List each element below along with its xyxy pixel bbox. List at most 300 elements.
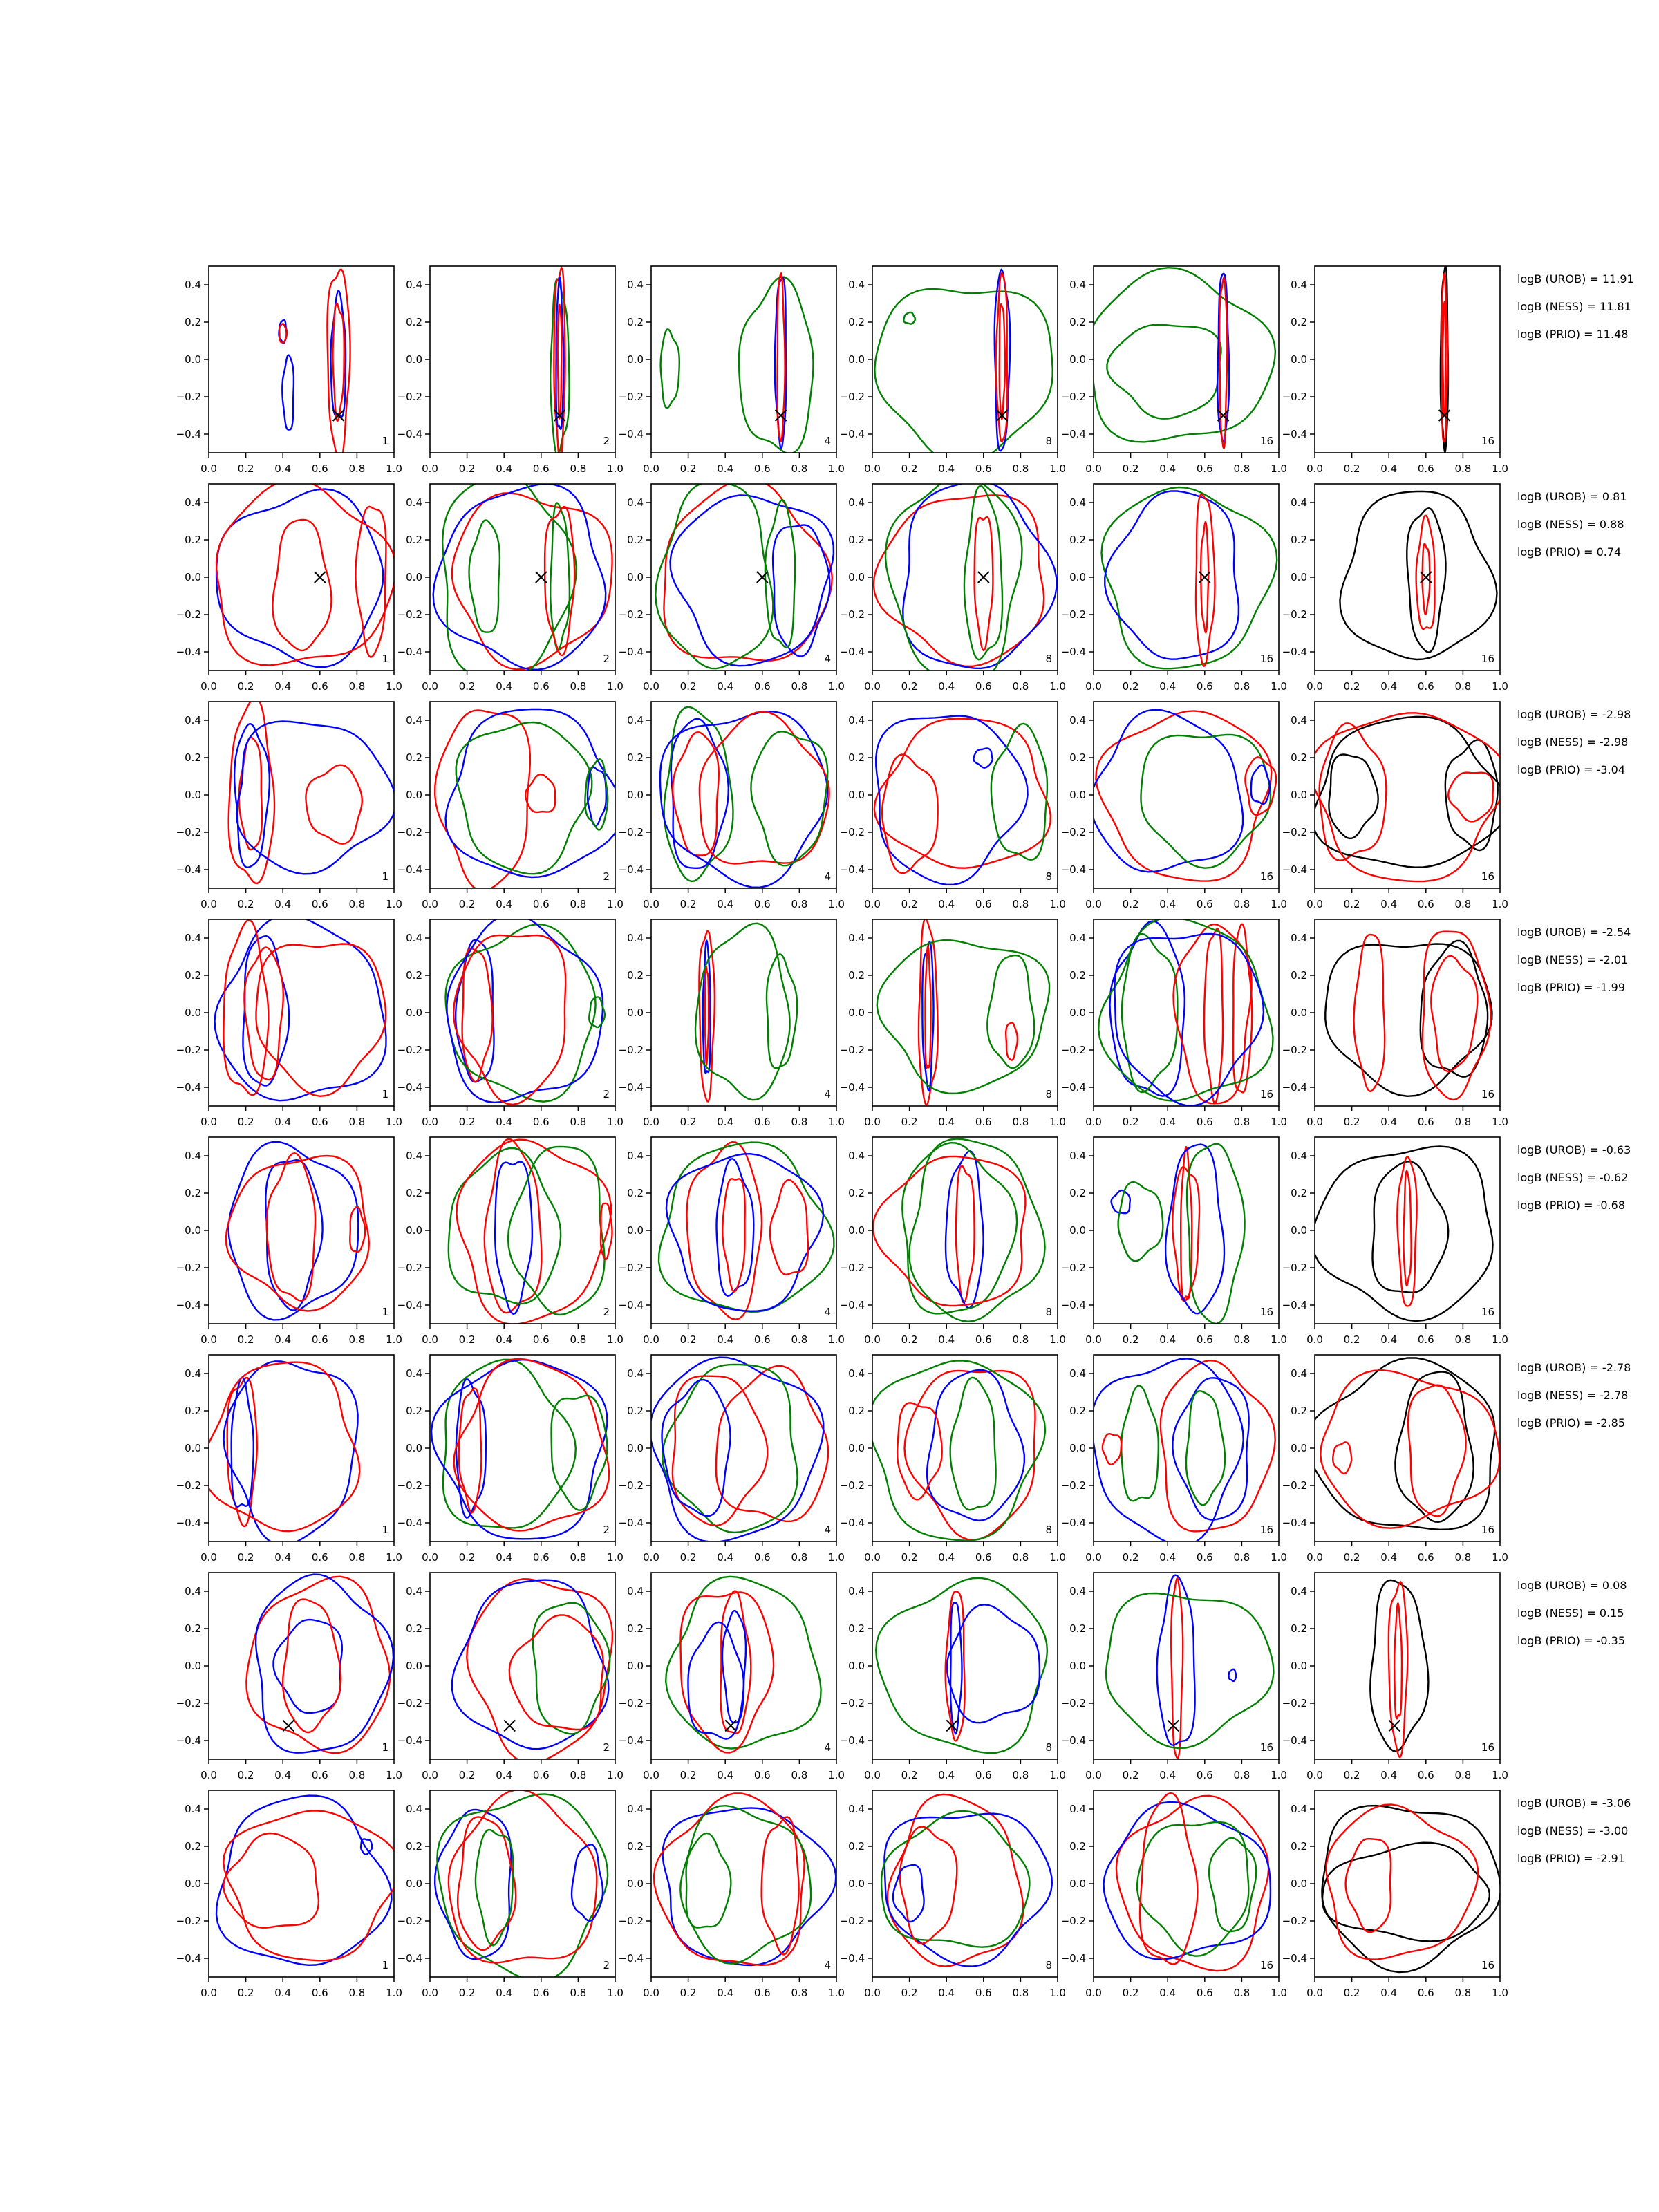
x-tick-label: 0.0: [200, 680, 217, 693]
contour-line-r: [874, 719, 1051, 868]
x-tick-label: 0.4: [1380, 1551, 1398, 1564]
contour-line-b: [922, 942, 933, 1091]
y-tick-label: 0.0: [1291, 1660, 1307, 1672]
y-tick-label: 0.2: [848, 1405, 865, 1417]
x-tick-label: 0.4: [1380, 1987, 1398, 1999]
x-tick-label: 0.4: [938, 462, 955, 475]
x-tick-label: 0.8: [791, 1333, 808, 1346]
y-tick-label: 0.4: [1069, 496, 1086, 509]
contour-lines: [1112, 1144, 1245, 1324]
x-tick-label: 1.0: [1492, 898, 1508, 910]
y-tick-label: −0.4: [1060, 1299, 1086, 1311]
contour-line-g: [655, 482, 773, 668]
x-tick-label: 0.0: [422, 680, 438, 693]
x-tick-label: 1.0: [1492, 1551, 1508, 1564]
contour-lines: [431, 1359, 609, 1539]
x-tick-label: 1.0: [1492, 1333, 1508, 1346]
y-tick-label: −0.4: [839, 1517, 865, 1529]
x-tick-label: 0.2: [901, 1333, 918, 1346]
contour-lines: [216, 1796, 400, 1965]
x-tick-label: 0.8: [1012, 1551, 1029, 1564]
y-tick-label: 0.4: [848, 279, 865, 291]
panel-label: 1: [382, 1741, 388, 1754]
panel-r2-c2: [397, 472, 624, 693]
panel-r6-c1: [176, 1355, 402, 1564]
y-tick-label: −0.4: [397, 1517, 422, 1529]
x-tick-label: 1.0: [386, 1769, 402, 1781]
y-tick-label: −0.4: [1060, 863, 1086, 876]
contour-line-g: [964, 486, 1002, 659]
x-tick-label: 0.4: [717, 1987, 734, 1999]
y-tick-label: −0.2: [1282, 1479, 1307, 1492]
y-tick-label: −0.2: [839, 826, 865, 838]
x-tick-label: 0.2: [458, 1987, 476, 1999]
logb-annotation: logB (PRIO) = 0.74: [1517, 545, 1622, 559]
contour-line-g: [449, 1148, 561, 1304]
contour-line-g: [1118, 1182, 1163, 1261]
x-tick-label: 0.6: [532, 462, 550, 475]
contour-line-r: [226, 1156, 369, 1311]
y-tick-label: 0.2: [627, 1622, 644, 1635]
x-tick-label: 0.8: [791, 898, 808, 910]
panel-r5-c6: [1282, 1137, 1508, 1346]
contour-lines: [1311, 713, 1508, 881]
x-tick-label: 0.2: [679, 898, 697, 910]
contour-line-b: [662, 1380, 731, 1516]
x-tick-label: 0.8: [1233, 1116, 1250, 1128]
x-tick-label: 0.2: [237, 680, 254, 693]
y-tick-label: −0.2: [1282, 1697, 1307, 1709]
axes-frame: [872, 1355, 1058, 1541]
x-tick-label: 0.4: [1380, 1116, 1398, 1128]
y-tick-label: −0.2: [1060, 391, 1086, 403]
x-tick-label: 0.2: [901, 1769, 918, 1781]
panel-label: 16: [1481, 1306, 1494, 1318]
x-tick-label: 1.0: [607, 1333, 624, 1346]
contour-lines: [877, 919, 1049, 1105]
x-tick-label: 0.6: [532, 1769, 550, 1781]
x-tick-label: 1.0: [1049, 1987, 1066, 1999]
x-tick-label: 1.0: [607, 1987, 624, 1999]
y-tick-label: −0.2: [176, 391, 201, 403]
contour-line-g: [456, 722, 592, 874]
contour-line-b: [946, 1151, 984, 1308]
y-tick-label: 0.4: [848, 932, 865, 944]
y-tick-label: 0.0: [848, 789, 865, 801]
y-tick-label: 0.0: [406, 1006, 422, 1019]
panel-r3-c2: [397, 702, 624, 910]
y-tick-label: 0.4: [627, 279, 644, 291]
panel-label: 2: [603, 1741, 610, 1754]
contour-line-b: [495, 1162, 532, 1314]
axes-frame: [430, 919, 615, 1106]
y-tick-label: 0.0: [1069, 571, 1086, 583]
panel-label: 1: [382, 1306, 388, 1318]
contour-line-r: [1333, 1443, 1351, 1474]
panel-label: 16: [1259, 1959, 1273, 1971]
y-tick-label: −0.4: [176, 646, 201, 658]
logb-annotation: logB (UROB) = -2.78: [1517, 1361, 1631, 1374]
contour-line-r: [454, 1359, 609, 1531]
contour-lines: [1306, 1358, 1499, 1530]
axes-frame: [872, 919, 1058, 1106]
contour-line-r: [1408, 1385, 1466, 1517]
panel-label: 1: [382, 1524, 388, 1536]
panel-r7-c1: [176, 1573, 402, 1781]
x-tick-label: 0.6: [532, 898, 550, 910]
y-tick-label: 0.2: [848, 969, 865, 982]
y-tick-label: −0.2: [839, 1915, 865, 1927]
contour-line-b: [950, 1603, 962, 1734]
y-tick-label: −0.2: [618, 826, 644, 838]
panel-label: 8: [1045, 1306, 1052, 1318]
y-tick-label: 0.2: [1291, 1405, 1307, 1417]
x-tick-label: 0.0: [200, 1333, 217, 1346]
x-tick-label: 1.0: [386, 462, 402, 475]
x-tick-label: 0.2: [1343, 1116, 1360, 1128]
x-tick-label: 0.2: [458, 1116, 476, 1128]
contour-line-r: [525, 774, 555, 812]
y-tick-label: 0.2: [1291, 534, 1307, 546]
axes-frame: [209, 266, 394, 453]
y-tick-label: 0.0: [627, 353, 644, 366]
x-tick-label: 0.6: [1196, 680, 1213, 693]
y-tick-label: 0.4: [1291, 714, 1307, 727]
y-tick-label: 0.2: [185, 1187, 201, 1199]
y-tick-label: 0.2: [185, 1405, 201, 1417]
y-tick-label: 0.2: [406, 1405, 422, 1417]
x-tick-label: 0.0: [1306, 680, 1323, 693]
axes-frame: [1315, 1355, 1500, 1541]
contour-line-r: [1448, 773, 1493, 822]
x-tick-label: 1.0: [607, 1551, 624, 1564]
logb-annotation: logB (PRIO) = -2.85: [1517, 1416, 1625, 1430]
x-tick-label: 0.8: [570, 462, 587, 475]
x-tick-label: 0.0: [1085, 1551, 1102, 1564]
contour-line-r: [558, 305, 562, 419]
contour-line-r: [244, 948, 283, 1080]
y-tick-label: 0.2: [627, 751, 644, 764]
x-tick-label: 0.8: [348, 1551, 366, 1564]
y-tick-label: 0.4: [185, 1150, 201, 1162]
y-tick-label: 0.4: [627, 1585, 644, 1597]
logb-annotation: logB (PRIO) = -2.91: [1517, 1852, 1625, 1865]
y-tick-label: 0.2: [627, 969, 644, 982]
x-tick-label: 0.0: [864, 898, 881, 910]
x-tick-label: 0.4: [1380, 462, 1398, 475]
x-tick-label: 0.0: [864, 1987, 881, 1999]
y-tick-label: 0.0: [627, 1660, 644, 1672]
true-value-marker: [315, 572, 326, 583]
x-tick-label: 0.0: [422, 462, 438, 475]
x-tick-label: 0.8: [1012, 680, 1029, 693]
contour-line-g: [1121, 1386, 1159, 1501]
x-tick-label: 0.0: [1306, 1769, 1323, 1781]
x-tick-label: 0.2: [679, 680, 697, 693]
axes-frame: [430, 1137, 615, 1324]
y-tick-label: 0.0: [1069, 1877, 1086, 1890]
contour-line-b: [876, 716, 1027, 885]
x-tick-label: 0.0: [1085, 462, 1102, 475]
y-tick-label: 0.2: [848, 316, 865, 328]
x-tick-label: 0.6: [753, 1769, 771, 1781]
x-tick-label: 0.8: [791, 1551, 808, 1564]
panel-label: 2: [603, 1959, 610, 1971]
contour-line-b: [671, 496, 834, 666]
contour-line-r: [905, 1371, 1035, 1540]
panel-label: 2: [603, 870, 610, 883]
y-tick-label: −0.2: [176, 608, 201, 621]
x-tick-label: 0.0: [1085, 680, 1102, 693]
y-tick-label: 0.4: [848, 1367, 865, 1380]
contour-lines: [433, 472, 612, 677]
x-tick-label: 0.2: [1122, 1333, 1139, 1346]
axes-frame: [872, 266, 1058, 453]
y-tick-label: 0.4: [1069, 279, 1086, 291]
axes-frame: [209, 1137, 394, 1324]
y-tick-label: −0.4: [618, 428, 644, 440]
x-tick-label: 1.0: [1049, 1333, 1066, 1346]
contour-lines: [226, 1142, 369, 1320]
contour-line-b: [1165, 1145, 1224, 1314]
x-tick-label: 0.8: [1233, 462, 1250, 475]
x-tick-label: 0.0: [200, 1551, 217, 1564]
true-value-marker: [978, 572, 989, 583]
axes-frame: [209, 1790, 394, 1977]
y-tick-label: −0.2: [397, 1044, 422, 1056]
contour-lines: [446, 915, 605, 1105]
x-tick-label: 0.2: [901, 1551, 918, 1564]
x-tick-label: 0.4: [717, 1551, 734, 1564]
y-tick-label: 0.4: [1291, 1585, 1307, 1597]
x-tick-label: 0.6: [1196, 1551, 1213, 1564]
y-tick-label: −0.2: [1282, 826, 1307, 838]
y-tick-label: 0.0: [848, 1006, 865, 1019]
y-tick-label: 0.2: [406, 1187, 422, 1199]
panel-r8-c3: [619, 1790, 845, 1999]
y-tick-label: 0.0: [406, 1660, 422, 1672]
y-tick-label: −0.4: [1282, 1952, 1307, 1965]
x-tick-label: 0.0: [1306, 1116, 1323, 1128]
contour-line-g: [550, 503, 570, 650]
y-tick-label: 0.2: [1069, 1405, 1086, 1417]
axes-frame: [651, 1137, 836, 1324]
contour-line-r: [1354, 935, 1385, 1091]
x-tick-label: 0.6: [753, 1333, 771, 1346]
x-tick-label: 1.0: [828, 1769, 845, 1781]
contour-line-r: [203, 1362, 360, 1532]
x-tick-label: 0.4: [496, 680, 513, 693]
x-tick-label: 0.6: [1196, 1769, 1213, 1781]
y-tick-label: −0.2: [1282, 1915, 1307, 1927]
y-tick-label: −0.2: [618, 1697, 644, 1709]
contour-lines: [550, 268, 569, 462]
y-tick-label: 0.4: [1069, 1803, 1086, 1815]
y-tick-label: 0.0: [848, 571, 865, 583]
contour-line-b: [256, 1575, 393, 1753]
x-tick-label: 0.2: [237, 1116, 254, 1128]
panel-label: 4: [824, 1524, 831, 1536]
y-tick-label: 0.4: [185, 932, 201, 944]
panel-label: 1: [382, 653, 388, 665]
y-tick-label: 0.0: [185, 1442, 201, 1454]
x-tick-label: 0.4: [496, 1116, 513, 1128]
y-tick-label: 0.4: [848, 1585, 865, 1597]
contour-line-r: [900, 1827, 957, 1944]
x-tick-label: 0.0: [864, 1769, 881, 1781]
y-tick-label: −0.4: [176, 1517, 201, 1529]
y-tick-label: −0.2: [839, 391, 865, 403]
y-tick-label: −0.2: [397, 1479, 422, 1492]
panel-r3-c3: [619, 702, 845, 910]
panel-r7-c3: [619, 1573, 845, 1781]
y-tick-label: 0.0: [406, 789, 422, 801]
contour-lines: [203, 1361, 360, 1545]
contour-line-k: [1322, 1843, 1490, 1942]
contour-lines: [1312, 1146, 1492, 1321]
x-tick-label: 0.4: [1159, 1551, 1177, 1564]
x-tick-label: 0.8: [1233, 1769, 1250, 1781]
panel-r4-c4: [840, 919, 1066, 1128]
x-tick-label: 0.6: [1196, 1116, 1213, 1128]
x-tick-label: 0.0: [643, 1987, 659, 1999]
y-tick-label: 0.0: [848, 1442, 865, 1454]
y-tick-label: −0.4: [397, 1081, 422, 1094]
x-tick-label: 1.0: [607, 1769, 624, 1781]
contour-line-r: [874, 495, 1044, 666]
y-tick-label: −0.2: [1060, 608, 1086, 621]
contour-line-r: [267, 1153, 315, 1301]
true-value-marker: [757, 572, 768, 583]
y-tick-label: −0.4: [839, 1299, 865, 1311]
y-tick-label: 0.0: [1069, 789, 1086, 801]
panel-label: 8: [1045, 1524, 1052, 1536]
contour-line-b: [973, 749, 992, 768]
x-tick-label: 0.4: [496, 1987, 513, 1999]
x-tick-label: 0.6: [975, 1551, 992, 1564]
y-tick-label: −0.2: [1282, 1262, 1307, 1274]
x-tick-label: 1.0: [828, 680, 845, 693]
panel-r2-c3: [619, 478, 845, 693]
x-tick-label: 0.8: [570, 898, 587, 910]
x-tick-label: 0.8: [570, 1769, 587, 1781]
contour-lines: [869, 1360, 1046, 1540]
y-tick-label: −0.4: [618, 863, 644, 876]
x-tick-label: 1.0: [1049, 1551, 1066, 1564]
panel-label: 4: [824, 1306, 831, 1318]
y-tick-label: 0.4: [1291, 496, 1307, 509]
y-tick-label: −0.4: [1282, 646, 1307, 658]
x-tick-label: 0.4: [1159, 462, 1177, 475]
logb-annotation: logB (NESS) = 0.88: [1517, 518, 1624, 531]
x-tick-label: 0.6: [1417, 1333, 1434, 1346]
x-tick-label: 0.8: [1012, 1987, 1029, 1999]
x-tick-label: 0.0: [643, 1551, 659, 1564]
logb-annotation: logB (PRIO) = -1.99: [1517, 981, 1625, 994]
contour-lines: [449, 1139, 612, 1324]
y-tick-label: 0.0: [848, 1224, 865, 1237]
x-tick-label: 0.2: [901, 680, 918, 693]
axes-frame: [872, 1137, 1058, 1324]
panel-r6-c4: [840, 1355, 1066, 1564]
y-tick-label: 0.2: [1069, 751, 1086, 764]
y-tick-label: 0.4: [406, 1585, 422, 1597]
y-tick-label: 0.0: [406, 571, 422, 583]
panel-r5-c5: [1061, 1137, 1287, 1346]
y-tick-label: −0.4: [1282, 1734, 1307, 1747]
x-tick-label: 1.0: [1271, 1987, 1287, 1999]
x-tick-label: 0.4: [717, 1116, 734, 1128]
contour-lines: [1091, 710, 1276, 881]
contour-lines: [660, 707, 830, 888]
x-tick-label: 0.6: [1417, 898, 1434, 910]
panel-r1-c2: [397, 266, 624, 475]
x-tick-label: 1.0: [1492, 680, 1508, 693]
x-tick-label: 0.2: [1122, 1769, 1139, 1781]
x-tick-label: 0.0: [1085, 898, 1102, 910]
x-tick-label: 0.2: [679, 462, 697, 475]
y-tick-label: −0.2: [839, 1479, 865, 1492]
x-tick-label: 1.0: [1271, 1333, 1287, 1346]
y-tick-label: −0.2: [176, 1915, 201, 1927]
contour-line-r: [459, 1389, 482, 1513]
x-tick-label: 0.4: [1159, 1333, 1177, 1346]
panel-r2-c1: [176, 479, 402, 693]
x-tick-label: 0.2: [901, 898, 918, 910]
x-tick-label: 0.4: [717, 898, 734, 910]
x-tick-label: 0.0: [1085, 1769, 1102, 1781]
y-tick-label: 0.2: [627, 316, 644, 328]
x-tick-label: 0.4: [1159, 898, 1177, 910]
panel-r4-c3: [619, 919, 845, 1128]
x-tick-label: 0.4: [717, 1333, 734, 1346]
x-tick-label: 0.2: [679, 1333, 697, 1346]
x-tick-label: 0.0: [643, 1769, 659, 1781]
x-tick-label: 0.8: [570, 1116, 587, 1128]
x-tick-label: 0.2: [1343, 680, 1360, 693]
panel-label: 2: [603, 653, 610, 665]
contour-lines: [661, 273, 814, 453]
x-tick-label: 1.0: [828, 1987, 845, 1999]
panel-r8-c6: [1282, 1790, 1508, 1999]
x-tick-label: 0.4: [938, 1116, 955, 1128]
y-tick-label: −0.4: [176, 1299, 201, 1311]
y-tick-label: 0.2: [406, 1622, 422, 1635]
axes-frame: [651, 1790, 836, 1977]
contour-line-b: [1091, 1358, 1244, 1545]
contour-line-r: [873, 1156, 1026, 1306]
x-tick-label: 0.0: [1085, 1333, 1102, 1346]
panel-label: 16: [1481, 435, 1494, 447]
x-tick-label: 0.8: [570, 1551, 587, 1564]
contour-line-r: [306, 765, 362, 844]
axes-frame: [209, 484, 394, 671]
x-tick-label: 0.8: [1012, 1116, 1029, 1128]
y-tick-label: −0.2: [176, 1479, 201, 1492]
panel-r5-c3: [619, 1137, 845, 1346]
y-tick-label: −0.4: [1282, 428, 1307, 440]
x-tick-label: 0.6: [753, 1987, 771, 1999]
y-tick-label: −0.4: [1282, 1517, 1307, 1529]
x-tick-label: 0.4: [496, 1551, 513, 1564]
x-tick-label: 0.8: [348, 1987, 366, 1999]
x-tick-label: 0.0: [864, 1551, 881, 1564]
x-tick-label: 0.6: [1196, 1987, 1213, 1999]
panel-label: 4: [824, 1741, 831, 1754]
x-tick-label: 0.0: [1085, 1987, 1102, 1999]
x-tick-label: 0.6: [1417, 1116, 1434, 1128]
axes-frame: [430, 266, 615, 453]
